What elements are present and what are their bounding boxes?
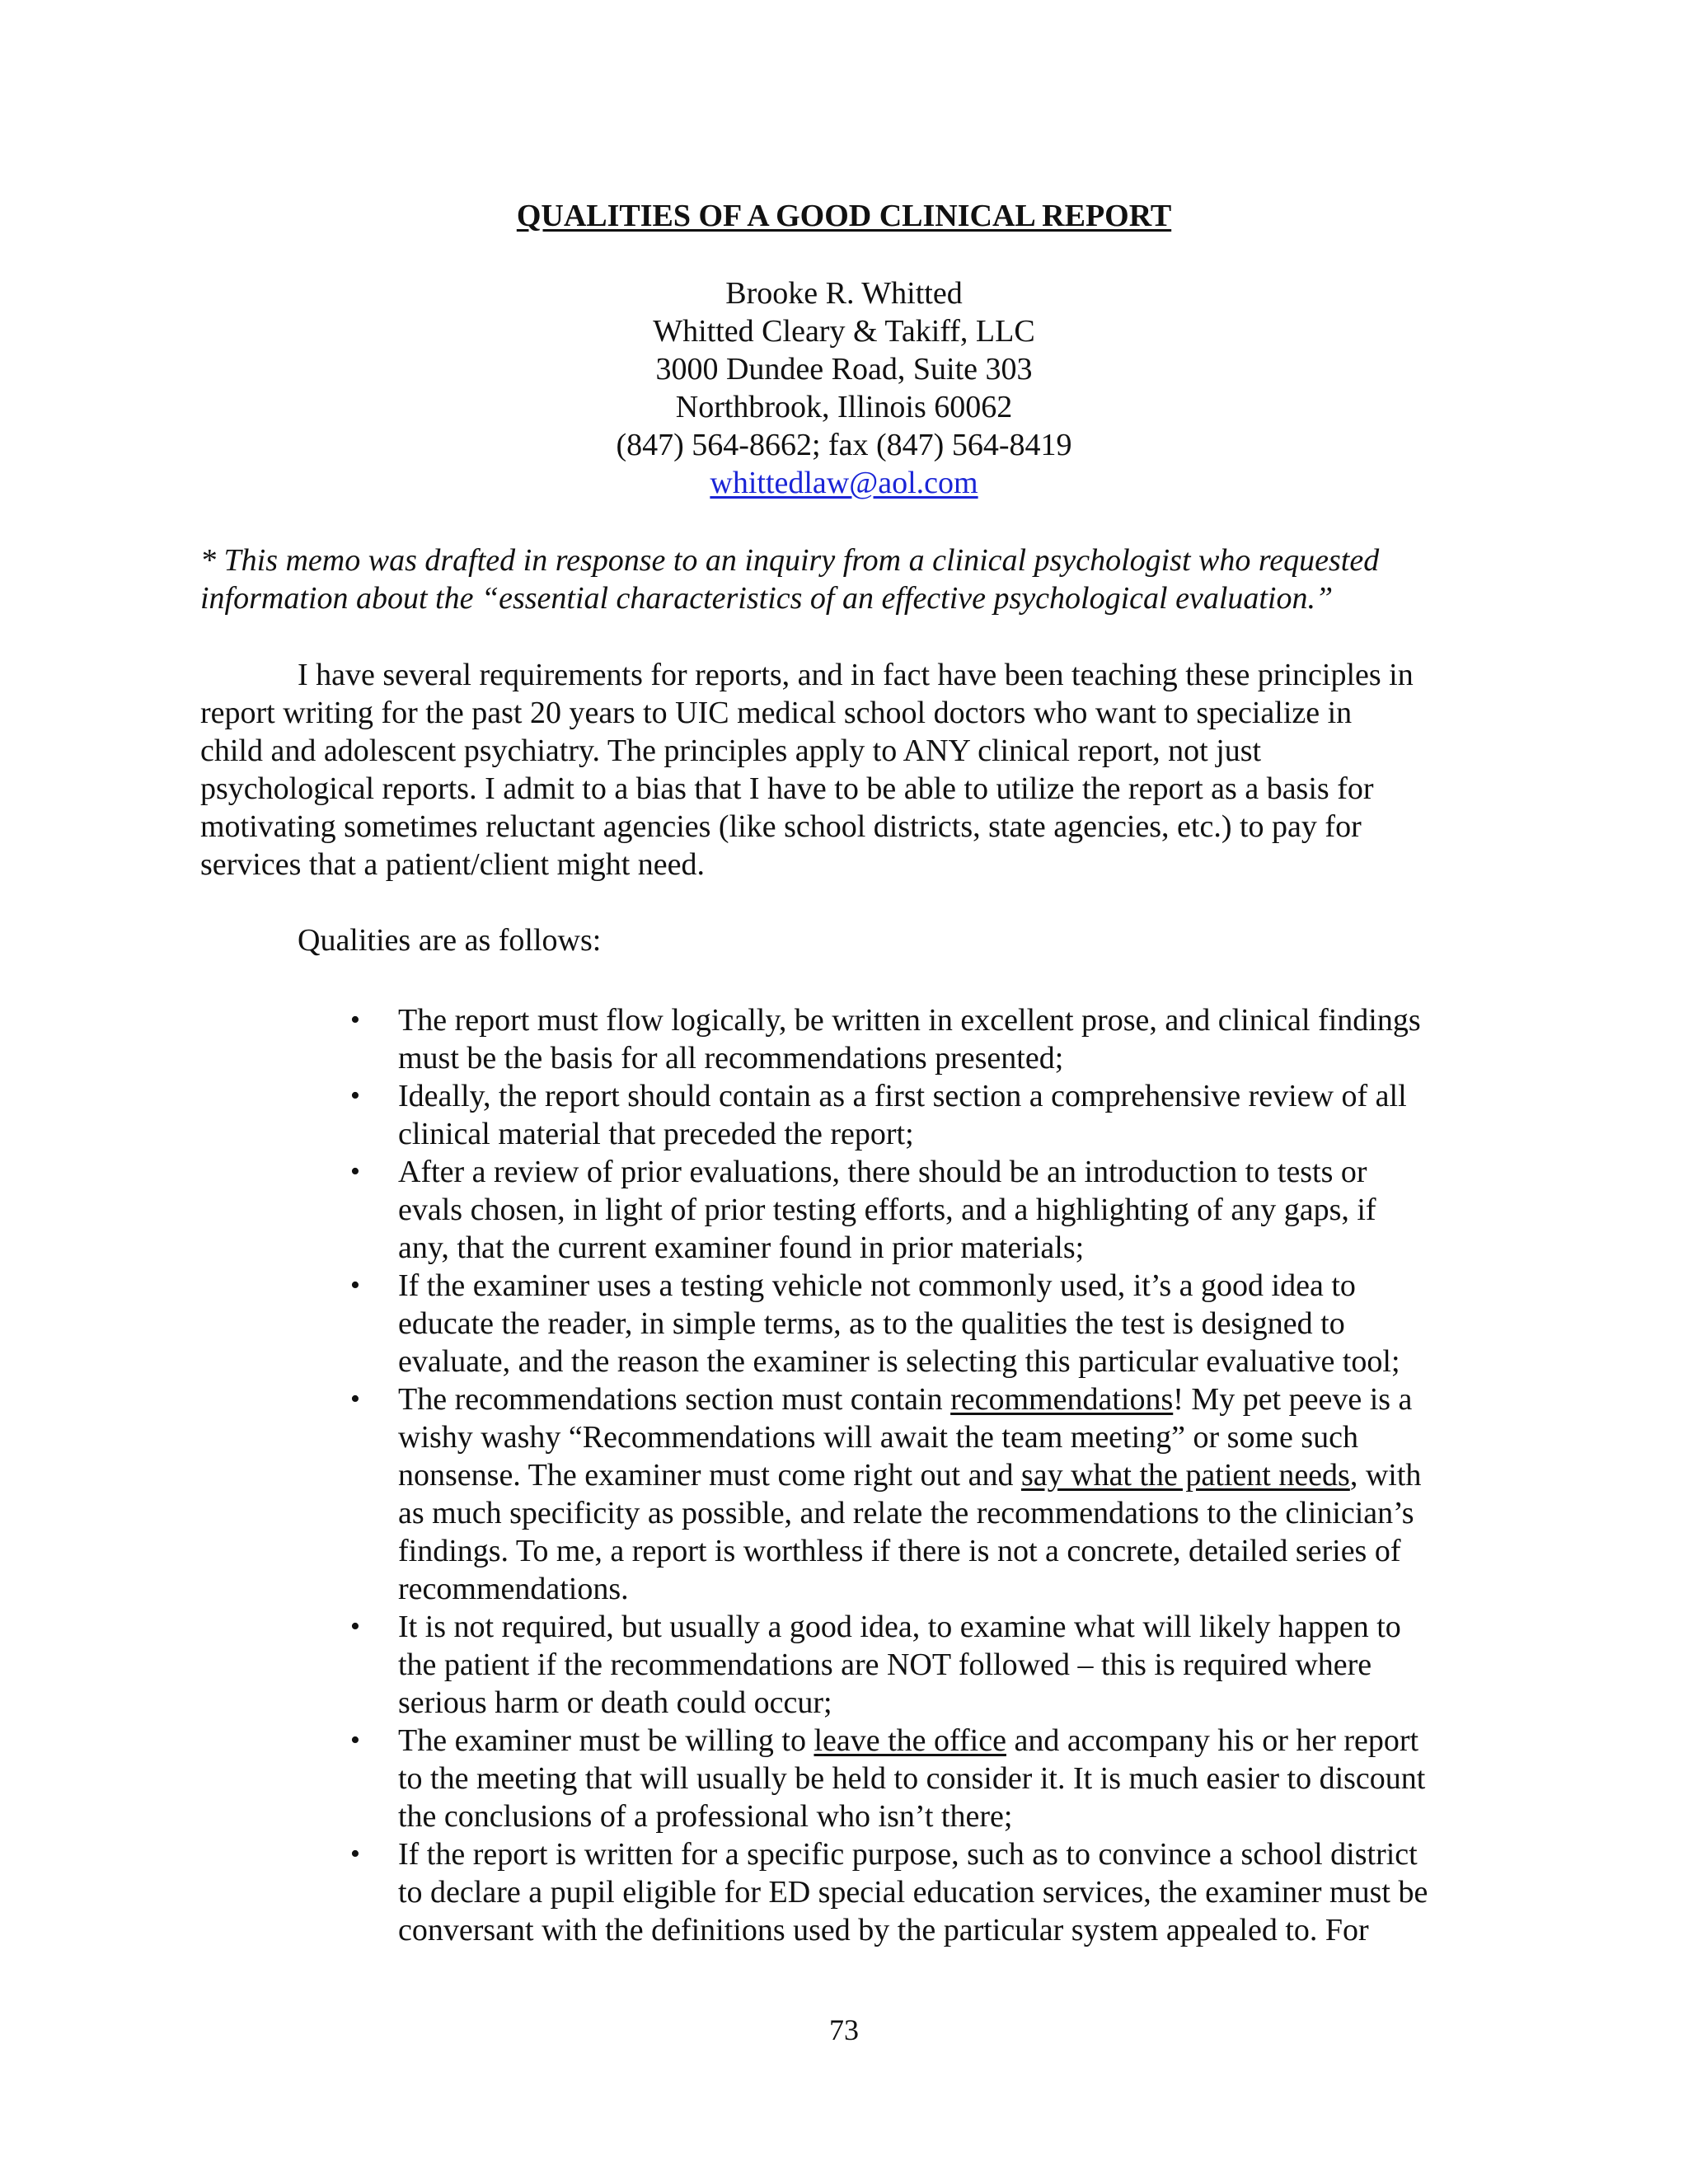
list-item-line	[398, 1722, 1504, 1760]
qualities-list	[350, 1001, 1504, 1949]
list-item	[350, 1380, 1504, 1608]
list-item	[350, 1835, 1504, 1949]
list-item-line: If the examiner uses a testing vehicle not commonly used, it’s a good idea to	[398, 1268, 1356, 1303]
intro-paragraph-line: child and adolescent psychiatry. The principles apply to ANY clinical report, not just	[200, 733, 1262, 768]
list-item-line: conversant with the definitions used by the particular system appealed to. For	[398, 1913, 1369, 1947]
underlined-text: say what the patient needs	[1020, 1458, 1350, 1493]
list-item-line: After a review of prior evaluations, there should be an introduction to tests or	[398, 1155, 1367, 1189]
intro-paragraph-line: I have several requirements for reports, and in fact have been teaching these principles in	[298, 658, 1414, 692]
text-segment: ! My pet peeve is a	[1173, 1382, 1413, 1417]
memo-note-line: information about the “essential characteristics of an effective psychological evaluation.”	[200, 581, 1334, 616]
list-item-line: to the meeting that will usually be held to consider it. It is much easier to discount	[398, 1761, 1426, 1796]
list-item	[350, 1001, 1504, 1077]
list-item-line: to declare a pupil eligible for ED special education services, the examiner must be	[398, 1875, 1428, 1910]
list-item-line: evaluate, and the reason the examiner is selecting this particular evaluative tool;	[398, 1344, 1400, 1379]
qualities-intro: Qualities are as follows:	[298, 923, 602, 958]
list-item-line: It is not required, but usually a good idea, to examine what will likely happen to	[398, 1610, 1401, 1644]
list-item	[350, 1267, 1504, 1380]
author-block	[0, 274, 1688, 502]
page-number: 73	[829, 2013, 859, 2046]
underlined-text: leave the office	[814, 1723, 1006, 1758]
list-item	[350, 1722, 1504, 1835]
list-item-line: If the report is written for a specific purpose, such as to convince a school district	[398, 1837, 1418, 1872]
list-item-line: wishy washy “Recommendations will await the team meeting” or some such	[398, 1420, 1359, 1455]
author-phone-fax: (847) 564-8662; fax (847) 564-8419	[616, 428, 1072, 462]
list-item-line: educate the reader, in simple terms, as to the qualities the test is designed to	[398, 1306, 1345, 1341]
bullet-icon: •	[350, 1270, 360, 1301]
author-name: Brooke R. Whitted	[725, 276, 963, 311]
bullet-icon: •	[350, 1725, 360, 1755]
list-item	[350, 1077, 1504, 1153]
list-item-line	[398, 1380, 1504, 1418]
intro-paragraph-line: services that a patient/client might need.	[200, 847, 706, 882]
list-item-line: findings. To me, a report is worthless if there is not a concrete, detailed series of	[398, 1534, 1401, 1568]
list-item	[350, 1608, 1504, 1722]
intro-paragraph-line: psychological reports. I admit to a bias that I have to be able to utilize the report as a basis for	[200, 771, 1374, 806]
list-item-line: any, that the current examiner found in prior materials;	[398, 1230, 1085, 1265]
list-item-line: The report must flow logically, be written in excellent prose, and clinical findings	[398, 1003, 1421, 1038]
list-item-line: must be the basis for all recommendations presented;	[398, 1041, 1064, 1076]
bullet-icon: •	[350, 1839, 360, 1869]
author-address-line1: 3000 Dundee Road, Suite 303	[655, 352, 1033, 387]
bullet-icon: •	[350, 1611, 360, 1642]
bullet-icon: •	[350, 1005, 360, 1035]
intro-paragraph-line: report writing for the past 20 years to UIC medical school doctors who want to specialize in	[200, 696, 1353, 730]
list-item-line: the conclusions of a professional who isn’t there;	[398, 1799, 1013, 1834]
list-item-line: serious harm or death could occur;	[398, 1685, 832, 1720]
author-address-line2: Northbrook, Illinois 60062	[675, 390, 1013, 424]
list-item-line: the patient if the recommendations are NOT followed – this is required where	[398, 1647, 1372, 1682]
list-item-line: evals chosen, in light of prior testing efforts, and a highlighting of any gaps, if	[398, 1193, 1376, 1227]
text-segment: nonsense. The examiner must come right out and	[398, 1458, 1021, 1493]
author-firm: Whitted Cleary & Takiff, LLC	[653, 314, 1035, 349]
text-segment: and accompany his or her report	[1006, 1723, 1419, 1758]
underlined-text: recommendations	[950, 1382, 1174, 1417]
bullet-icon: •	[350, 1384, 360, 1414]
bullet-icon: •	[350, 1080, 360, 1111]
document-title: QUALITIES OF A GOOD CLINICAL REPORT	[516, 199, 1172, 233]
list-item-line: clinical material that preceded the report;	[398, 1117, 914, 1151]
text-segment: The examiner must be willing to	[398, 1723, 814, 1758]
bullet-icon: •	[350, 1156, 360, 1187]
memo-note	[200, 541, 1494, 617]
text-segment: The recommendations section must contain	[398, 1382, 951, 1417]
text-segment: , with	[1349, 1458, 1422, 1493]
list-item	[350, 1153, 1504, 1267]
intro-paragraph-line: motivating sometimes reluctant agencies (like school districts, state agencies, etc.) to pay for	[200, 809, 1362, 844]
list-item-line: recommendations.	[398, 1572, 629, 1606]
list-item-line: Ideally, the report should contain as a first section a comprehensive review of all	[398, 1079, 1407, 1113]
list-item-line: as much specificity as possible, and relate the recommendations to the clinician’s	[398, 1496, 1414, 1530]
author-email-link[interactable]: whittedlaw@aol.com	[710, 466, 978, 500]
intro-paragraph	[200, 656, 1494, 883]
memo-note-line: * This memo was drafted in response to an inquiry from a clinical psychologist who requested	[200, 543, 1380, 578]
list-item-line	[398, 1456, 1504, 1494]
